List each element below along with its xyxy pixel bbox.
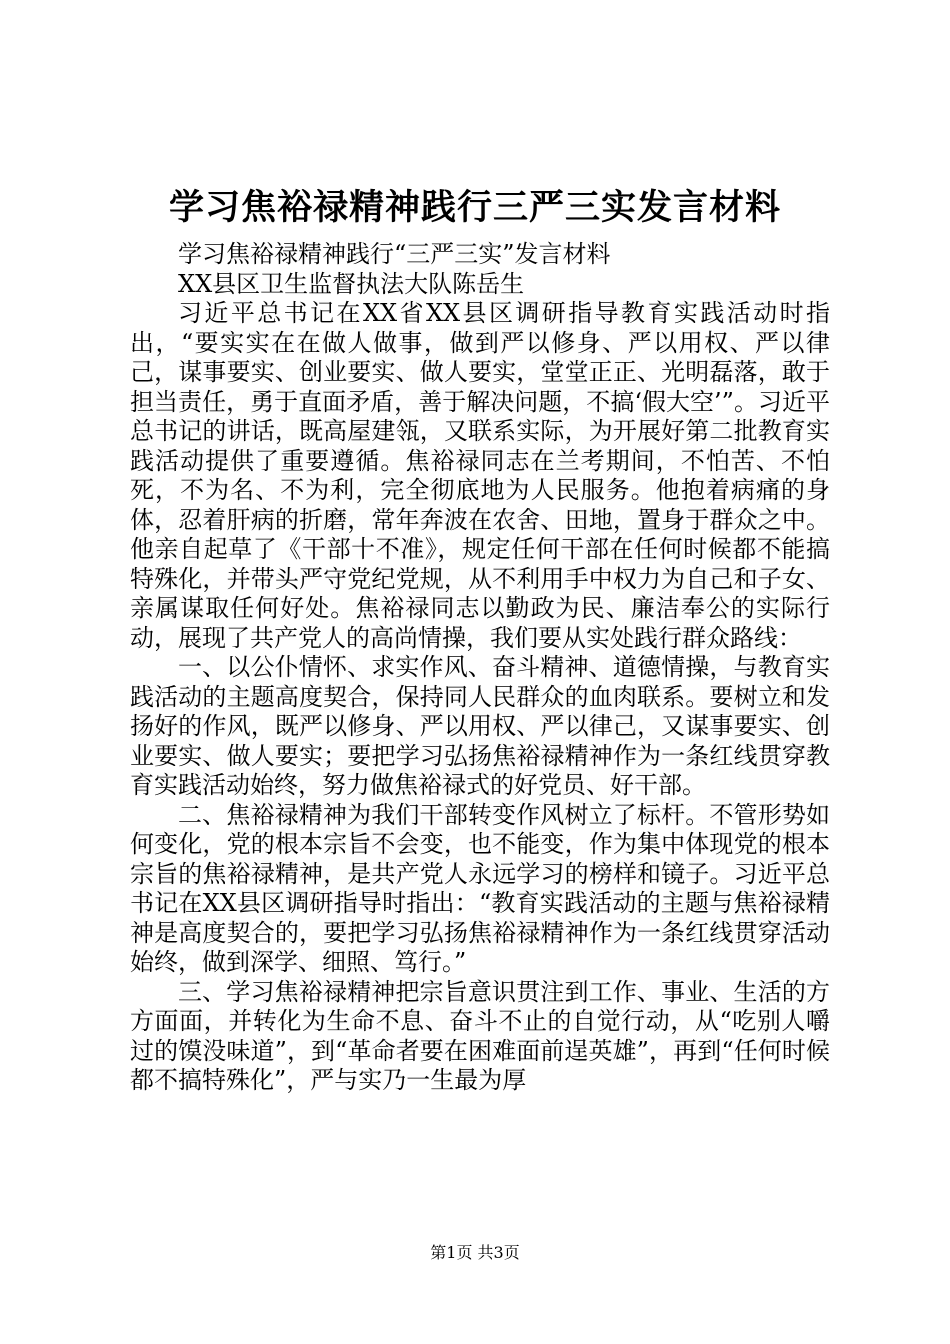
document-body xyxy=(130,240,830,1096)
subtitle-paragraph: 学习焦裕禄精神践行“三严三实”发言材料 xyxy=(178,240,611,268)
author-line: XX县区卫生监督执法大队陈岳生 xyxy=(178,269,525,298)
body-paragraph-intro: 习近平总书记在XX省XX县区调研指导教育实践活动时指出，“要实实在在做人做事，做到严以修身、严以用权、严以律己，谋事要实、创业要实、做人要实，堂堂正正、光明磊落，敢于担当责任，勇于直面矛盾，善于解决问题，不搞‘假大空’”。习近平总书记的讲话，既高屋建瓴，又联系实际，为开展好第二批教育实践活动提供了重要遵循。焦裕禄同志在兰考期间，不怕苦、不怕死，不为名、不为利，完全彻底地为人民服务。他抱着病痛的身体，忍着肝病的折磨，常年奔波在农舍、田地，置身于群众之中。他亲自起草了《干部十不准》，规定任何干部在任何时候都不能搞特殊化，并带头严守党纪党规，从不利用手中权力为自己和子女、亲属谋取任何好处。焦裕禄同志以勤政为民、廉洁奉公的实际行动，展现了共产党人的高尚情操，我们要从实处践行群众路线： xyxy=(130,299,830,652)
body-paragraph-point-3: 三、学习焦裕禄精神把宗旨意识贯注到工作、事业、生活的方方面面，并转化为生命不息、奋斗不止的自觉行动，从“吃别人嚼过的馍没味道”，到“革命者要在困难面前逞英雄”，再到“任何时候都不搞特殊化”，严与实乃一生最为厚 xyxy=(130,977,830,1094)
document-title: 学习焦裕禄精神践行三严三实发言材料 xyxy=(168,188,781,228)
body-paragraph-point-1: 一、以公仆情怀、求实作风、奋斗精神、道德情操，与教育实践活动的主题高度契合，保持同人民群众的血肉联系。要树立和发扬好的作风，既严以修身、严以用权、严以律己，又谋事要实、创业要实、做人要实；要把学习弘扬焦裕禄精神作为一条红线贯穿教育实践活动始终，努力做焦裕禄式的好党员、好干部。 xyxy=(130,653,830,799)
page-number-footer: 第1页 共3页 xyxy=(430,1243,520,1262)
body-paragraph-point-2: 二、焦裕禄精神为我们干部转变作风树立了标杆。不管形势如何变化，党的根本宗旨不会变，也不能变，作为集中体现党的根本宗旨的焦裕禄精神，是共产党人永远学习的榜样和镜子。习近平总书记在XX县区调研指导时指出：“教育实践活动的主题与焦裕禄精神是高度契合的，要把学习弘扬焦裕禄精神作为一条红线贯穿活动始终，做到深学、细照、笃行。” xyxy=(130,800,830,976)
